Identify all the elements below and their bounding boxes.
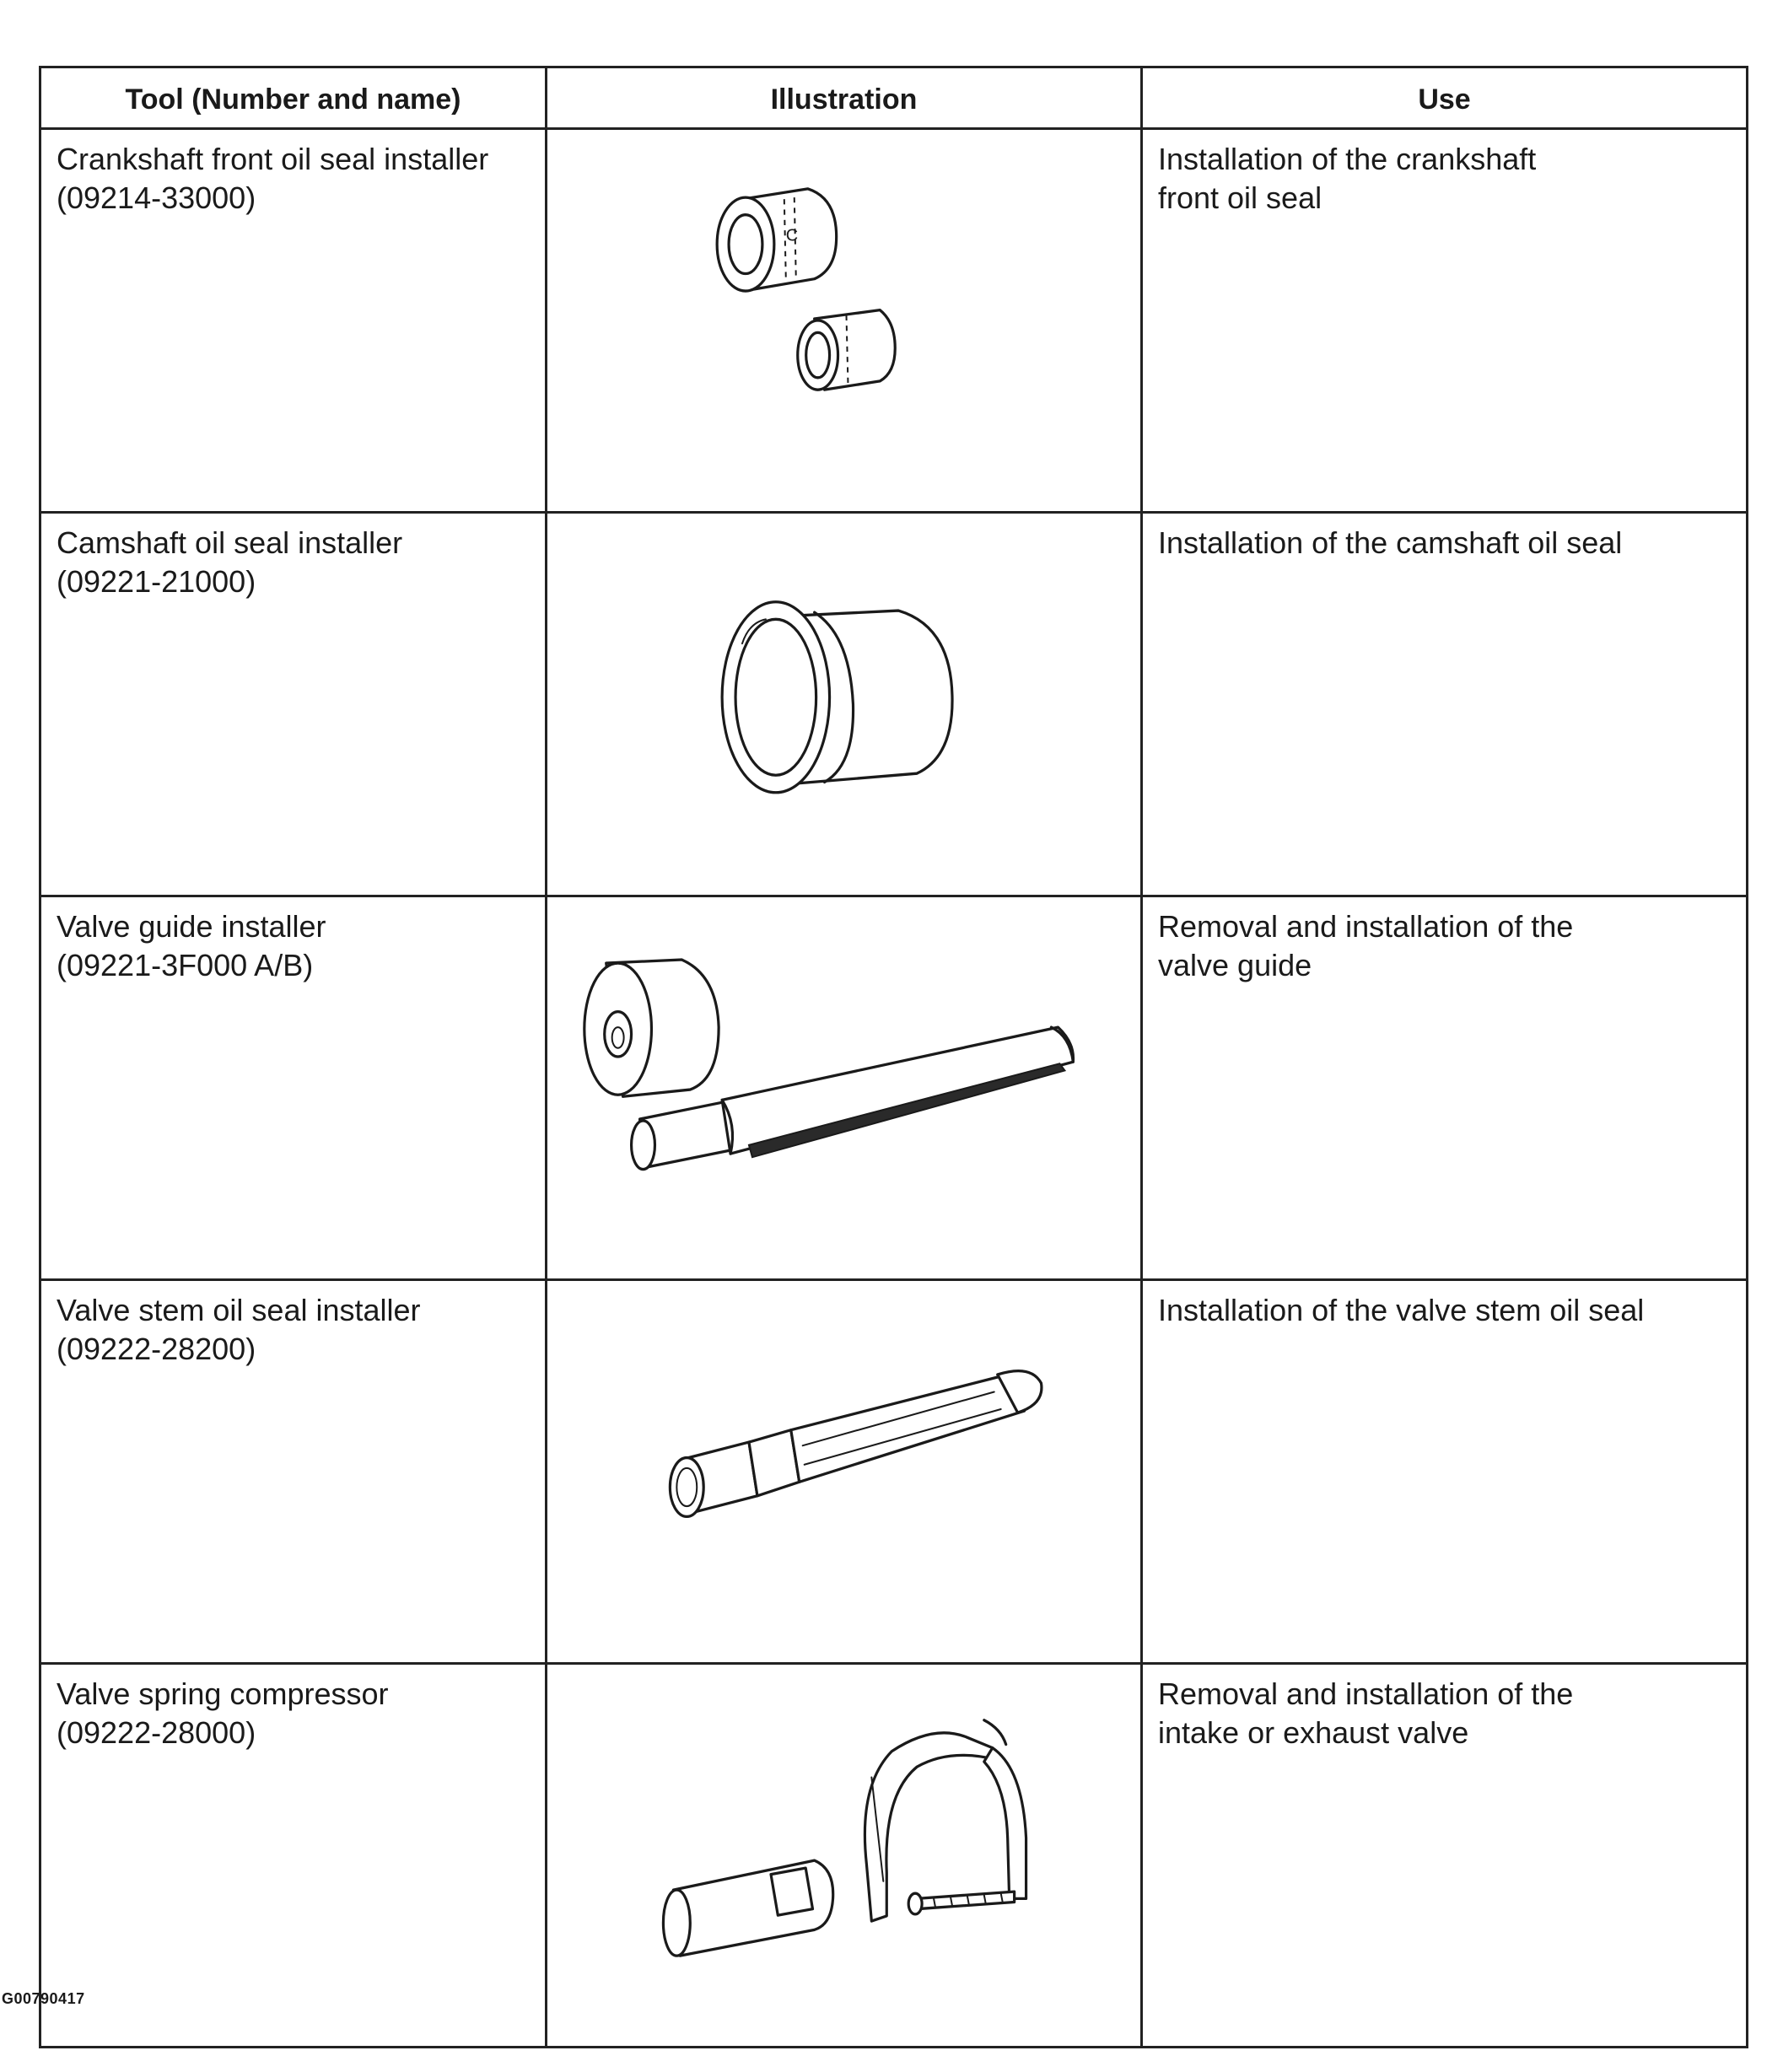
use-cell <box>1142 896 1748 1280</box>
use-text: Removal and installation of the <box>1158 909 1574 944</box>
header-illustration: Illustration <box>547 67 1142 129</box>
use-text: Installation of the valve stem oil seal <box>1158 1293 1645 1327</box>
marking-c: C <box>785 226 799 245</box>
tool-number: (09214-33000) <box>57 180 256 215</box>
table-row <box>40 129 1748 513</box>
tool-name: Valve guide installer <box>57 909 326 944</box>
illustration-cell <box>547 1280 1142 1664</box>
use-cell <box>1142 513 1748 896</box>
tool-name: Valve stem oil seal installer <box>57 1293 421 1327</box>
tool-number: (09222-28200) <box>57 1332 256 1366</box>
tool-name-cell <box>40 1664 547 2048</box>
valve-spring-compressor-icon <box>547 1665 1140 2046</box>
figure-id: G00790417 <box>2 1990 85 2007</box>
tool-name-cell <box>40 1280 547 1664</box>
table-row <box>40 896 1748 1280</box>
tool-number: (09221-3F000 A/B) <box>57 948 314 982</box>
tool-number: (09221-21000) <box>57 564 256 599</box>
illustration-cell <box>547 129 1142 513</box>
use-text: front oil seal <box>1158 180 1322 215</box>
use-text: Removal and installation of the <box>1158 1676 1574 1711</box>
illustration-cell <box>547 1664 1142 2048</box>
header-use: Use <box>1142 67 1748 129</box>
table-row <box>40 1280 1748 1664</box>
header-tool: Tool (Number and name) <box>40 67 547 129</box>
use-text: Installation of the crankshaft <box>1158 142 1537 176</box>
illustration-cell <box>547 896 1142 1280</box>
valve-guide-installer-icon <box>547 897 1140 1278</box>
tool-name: Camshaft oil seal installer <box>57 525 403 560</box>
crankshaft-seal-installer-icon <box>547 130 1140 511</box>
use-cell <box>1142 1664 1748 2048</box>
use-text: valve guide <box>1158 948 1312 982</box>
tool-name-cell <box>40 513 547 896</box>
tool-name-cell <box>40 129 547 513</box>
table-row <box>40 1664 1748 2048</box>
header-row <box>40 67 1748 129</box>
use-text: intake or exhaust valve <box>1158 1715 1469 1750</box>
use-cell <box>1142 129 1748 513</box>
use-text: Installation of the camshaft oil seal <box>1158 525 1623 560</box>
tool-name: Valve spring compressor <box>57 1676 389 1711</box>
tool-name: Crankshaft front oil seal installer <box>57 142 489 176</box>
tool-number: (09222-28000) <box>57 1715 256 1750</box>
table-row <box>40 513 1748 896</box>
illustration-cell <box>547 513 1142 896</box>
valve-stem-seal-installer-icon <box>547 1281 1140 1662</box>
use-cell <box>1142 1280 1748 1664</box>
tool-name-cell <box>40 896 547 1280</box>
special-tools-table <box>39 66 1748 2048</box>
camshaft-seal-installer-icon <box>547 514 1140 895</box>
